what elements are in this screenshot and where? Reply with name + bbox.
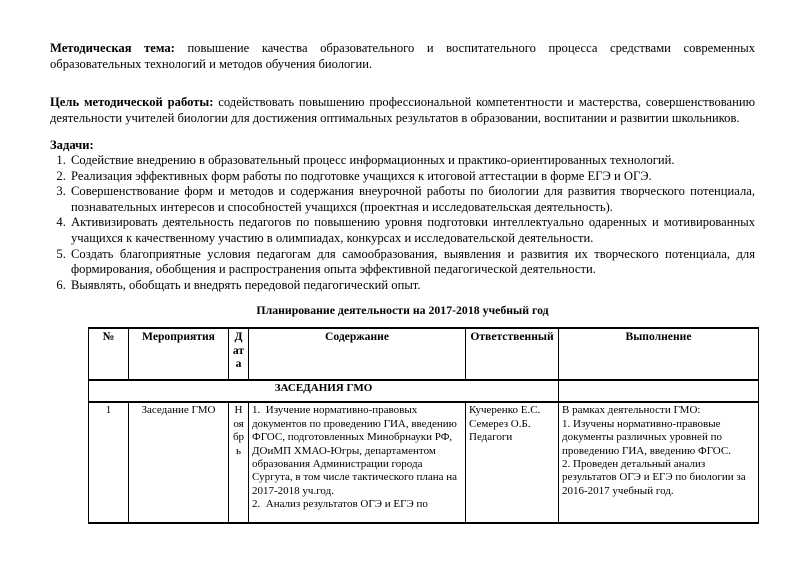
tasks-list [50,153,755,293]
section-title-cell: ЗАСЕДАНИЯ ГМО [89,380,559,402]
responsible-line: Кучеренко Е.С. [469,404,541,417]
task-item: 4. Активизировать деятельность педагогов по повышению уровня подготовки интеллектуально одаренных и мотивированных учащихся к качественному участию в олимпиадах, конкурсах и исследовательской деятельности. [69,215,755,246]
task-item: 2. Реализация эффективных форм работы по подготовке учащихся к итоговой аттестации в форме ЕГЭ и ОГЭ. [69,169,755,185]
execution-line: 1. Изучены нормативно-правовые документы различных уровней по проведению ГИА, введению ФГОС. [562,417,731,457]
table-header-row [89,328,759,380]
row-content-cell [249,402,466,523]
table-row [89,402,759,523]
task-item: 6. Выявлять, обобщать и внедрять передовой педагогический опыт. [69,278,755,294]
task-item: 5. Создать благоприятные условия педагогам для самообразования, выявления и развития их творческого потенциала, для формирования, обобщения и распространения опыта эффективной педагогической деятельности. [69,247,755,278]
task-item: 3. Совершенствование форм и методов и содержания внеурочной работы по биологии для развития творческого потенциала, познавательных интересов и способностей учащихся (проектная и исследовательская деятельность). [69,184,755,215]
method-theme-text: повышение качества образовательного и воспитательного процесса средствами современных образовательных технологий и методов обучения биологии. [50,41,755,71]
method-theme-label: Методическая тема: [50,41,175,55]
responsible-line: Педагоги [469,431,513,444]
paragraph-method-theme [50,40,755,72]
method-goal-label: Цель методической работы: [50,95,214,109]
method-goal-text: содействовать повышению профессиональной компетентности и мастерства, совершенствованию деятельности учителей биологии для достижения оптимальных результатов в образовании, воспитании и развитии школьников. [50,95,755,125]
tasks-heading: Задачи: [50,138,94,152]
planning-table [88,327,759,524]
header-responsible: Ответственный [466,328,559,380]
task-item: 1. Содействие внедрению в образовательный процесс информационных и практико-ориентированных технологий. [69,153,755,169]
execution-line: 2. Проведен детальный анализ результатов ОГЭ и ЕГЭ по биологии за 2016-2017 учебный год. [562,457,749,497]
header-number: № [89,328,129,380]
content-line: 2. Анализ результатов ОГЭ и ЕГЭ по [252,498,428,511]
content-line: 1. Изучение нормативно-правовых документов по проведению ГИА, введению ФГОС, подготовленных Минобрнауки РФ, ДОиМП ХМАО-Югры, департаментом образования Администрации города Сургута, в том числе тактического плана на 2017-2018 уч.год. [252,404,460,497]
row-execution-cell [559,402,759,523]
row-event-cell: Заседание ГМО [129,402,229,523]
header-date: Дата [229,328,249,380]
table-section-row [89,380,759,402]
row-date-cell: Ноябрь [229,402,249,523]
planning-table-title: Планирование деятельности на 2017-2018 учебный год [256,303,549,318]
section-empty-cell [559,380,759,402]
header-execution: Выполнение [559,328,759,380]
row-number-cell: 1 [89,402,129,523]
row-responsible-cell [466,402,559,523]
header-content: Содержание [249,328,466,380]
responsible-line: Семерез О.Б. [469,417,531,430]
paragraph-method-goal [50,94,755,126]
execution-line: В рамках деятельности ГМО: [562,404,701,417]
header-events: Мероприятия [129,328,229,380]
